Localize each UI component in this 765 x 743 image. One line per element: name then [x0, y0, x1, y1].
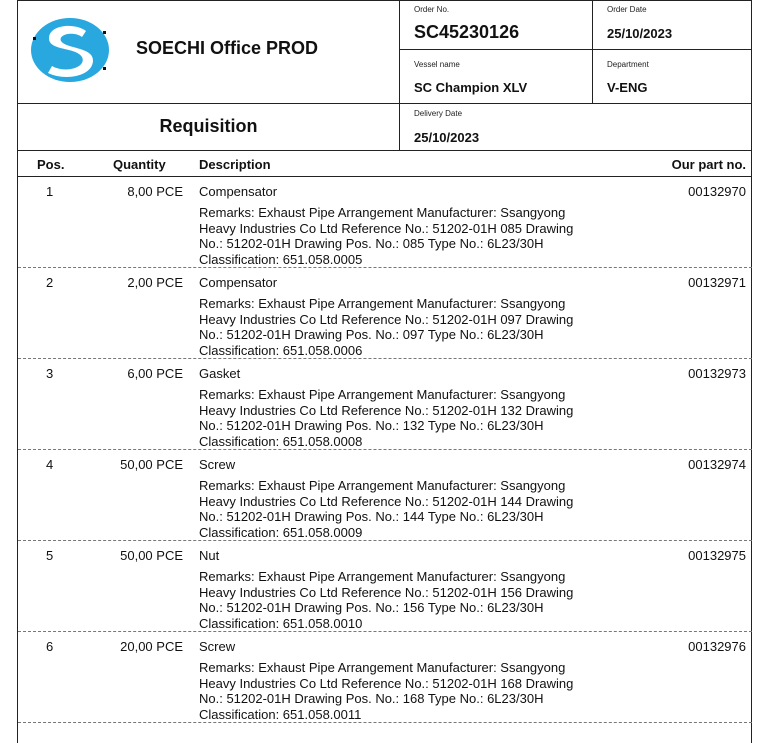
soechi-logo-icon — [30, 17, 110, 83]
delivery-date-value: 25/10/2023 — [414, 130, 480, 145]
item-quantity: 20,00 PCE — [120, 639, 183, 654]
column-header-part-no: Our part no. — [671, 157, 746, 172]
item-quantity: 50,00 PCE — [120, 457, 183, 472]
item-table-body — [18, 177, 752, 723]
order-date-value: 25/10/2023 — [607, 26, 673, 41]
table-row — [18, 541, 752, 632]
vessel-name-label: Vessel name — [414, 60, 460, 69]
column-header-quantity: Quantity — [113, 157, 166, 172]
item-part-no: 00132971 — [688, 275, 746, 290]
item-pos: 2 — [46, 275, 54, 290]
header-vertical-divider — [399, 0, 400, 150]
item-remarks: Remarks: Exhaust Pipe Arrangement Manufacturer: Ssangyong Heavy Industries Co Ltd Reference No.: 51202-01H 144 Drawing No.: 51202-01H Drawing Pos. No.: 144 Type No.: 6L23/30H Classification: 651.058.0009 — [199, 478, 574, 540]
item-pos: 6 — [46, 639, 54, 654]
table-row — [18, 450, 752, 541]
order-date-label: Order Date — [607, 5, 647, 14]
item-pos: 1 — [46, 184, 54, 199]
item-remarks: Remarks: Exhaust Pipe Arrangement Manufacturer: Ssangyong Heavy Industries Co Ltd Reference No.: 51202-01H 097 Drawing No.: 51202-01H Drawing Pos. No.: 097 Type No.: 6L23/30H Classification: 651.058.0006 — [199, 296, 574, 358]
item-quantity: 6,00 PCE — [127, 366, 183, 381]
vessel-name-value: SC Champion XLV — [414, 80, 528, 95]
department-value: V-ENG — [607, 80, 648, 95]
item-part-no: 00132970 — [688, 184, 746, 199]
header-divider-1 — [399, 49, 752, 50]
document-header — [18, 0, 752, 150]
item-description: Gasket — [199, 366, 241, 381]
item-pos: 4 — [46, 457, 54, 472]
item-quantity: 50,00 PCE — [120, 548, 183, 563]
item-pos: 3 — [46, 366, 54, 381]
item-remarks: Remarks: Exhaust Pipe Arrangement Manufacturer: Ssangyong Heavy Industries Co Ltd Reference No.: 51202-01H 085 Drawing No.: 51202-01H Drawing Pos. No.: 085 Type No.: 6L23/30H Classification: 651.058.0005 — [199, 205, 574, 267]
table-row — [18, 632, 752, 723]
column-header-pos: Pos. — [37, 157, 65, 172]
order-no-value: SC45230126 — [414, 22, 520, 42]
table-header — [18, 150, 752, 177]
document-title: Requisition — [159, 116, 258, 136]
item-description: Screw — [199, 457, 236, 472]
item-description: Compensator — [199, 275, 278, 290]
table-row — [18, 268, 752, 359]
item-pos: 5 — [46, 548, 54, 563]
header-vertical-divider-2 — [592, 0, 593, 103]
department-label: Department — [607, 60, 649, 69]
item-remarks: Remarks: Exhaust Pipe Arrangement Manufacturer: Ssangyong Heavy Industries Co Ltd Reference No.: 51202-01H 132 Drawing No.: 51202-01H Drawing Pos. No.: 132 Type No.: 6L23/30H Classification: 651.058.0008 — [199, 387, 574, 449]
company-block — [18, 0, 399, 103]
item-remarks: Remarks: Exhaust Pipe Arrangement Manufacturer: Ssangyong Heavy Industries Co Ltd Reference No.: 51202-01H 168 Drawing No.: 51202-01H Drawing Pos. No.: 168 Type No.: 6L23/30H Classification: 651.058.0011 — [199, 660, 574, 722]
item-part-no: 00132973 — [688, 366, 746, 381]
item-description: Compensator — [199, 184, 278, 199]
table-row — [18, 177, 752, 268]
column-header-description: Description — [199, 157, 271, 172]
item-part-no: 00132976 — [688, 639, 746, 654]
requisition-page — [17, 0, 752, 743]
table-row — [18, 359, 752, 450]
item-description: Screw — [199, 639, 236, 654]
header-divider-2 — [18, 103, 752, 104]
item-quantity: 2,00 PCE — [127, 275, 183, 290]
item-description: Nut — [199, 548, 220, 563]
order-no-label: Order No. — [414, 5, 450, 14]
item-part-no: 00132975 — [688, 548, 746, 563]
item-remarks: Remarks: Exhaust Pipe Arrangement Manufacturer: Ssangyong Heavy Industries Co Ltd Reference No.: 51202-01H 156 Drawing No.: 51202-01H Drawing Pos. No.: 156 Type No.: 6L23/30H Classification: 651.058.0010 — [199, 569, 574, 631]
item-quantity: 8,00 PCE — [127, 184, 183, 199]
item-part-no: 00132974 — [688, 457, 746, 472]
company-name: SOECHI Office PROD — [136, 38, 319, 58]
delivery-date-label: Delivery Date — [414, 109, 463, 118]
